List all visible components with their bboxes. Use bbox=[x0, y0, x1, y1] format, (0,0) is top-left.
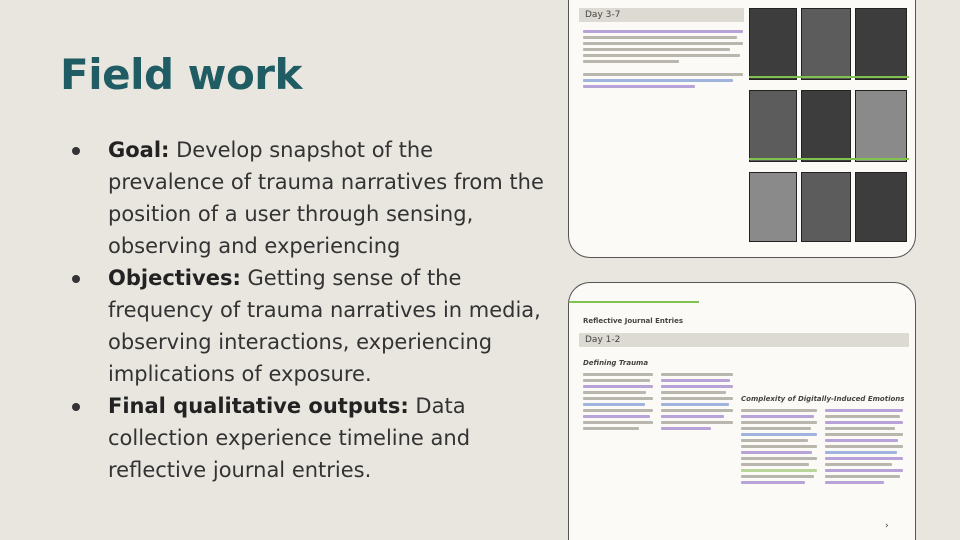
heading-right: Complexity of Digitally-Induced Emotions bbox=[741, 395, 905, 403]
bullet-text: Getting sense of the frequency of trauma narratives in media, observing interactions, experiencing implications of exposure. bbox=[108, 266, 541, 386]
header-rule bbox=[569, 301, 699, 303]
bullet-label: Final qualitative outputs: bbox=[108, 394, 409, 418]
bullet-list bbox=[68, 134, 548, 486]
divider-rule bbox=[749, 76, 909, 78]
day-label-bar: Day 1-2 bbox=[579, 333, 909, 347]
bullet-text: Develop snapshot of the prevalence of trauma narratives from the position of a user through sensing, observing and experiencing bbox=[108, 138, 544, 258]
heading-left: Defining Trauma bbox=[583, 359, 649, 367]
bullet-dot bbox=[72, 147, 80, 155]
screenshot-collage bbox=[749, 8, 909, 243]
bullet-dot bbox=[72, 403, 80, 411]
bullet-label: Goal: bbox=[108, 138, 170, 162]
body-text-column-2 bbox=[661, 373, 733, 433]
bullet-label: Objectives: bbox=[108, 266, 241, 290]
bullet-goal bbox=[68, 134, 548, 262]
next-page-chevron: › bbox=[885, 521, 889, 531]
journal-page-thumbnail-bottom bbox=[568, 282, 916, 540]
bullet-objectives bbox=[68, 262, 548, 390]
divider-rule bbox=[749, 158, 909, 160]
bullet-text: Data collection experience timeline and reflective journal entries. bbox=[108, 394, 471, 482]
body-text-column-4 bbox=[825, 409, 903, 487]
bullet-dot bbox=[72, 275, 80, 283]
body-text-column-1 bbox=[583, 373, 653, 433]
slide-title: Field work bbox=[60, 50, 302, 99]
day-label-bar: Day 3-7 bbox=[579, 8, 744, 22]
bullet-outputs bbox=[68, 390, 548, 486]
journal-page-thumbnail-top bbox=[568, 0, 916, 258]
section-label: Reflective Journal Entries bbox=[583, 317, 683, 325]
body-text-block bbox=[583, 30, 743, 91]
body-text-column-3 bbox=[741, 409, 817, 487]
